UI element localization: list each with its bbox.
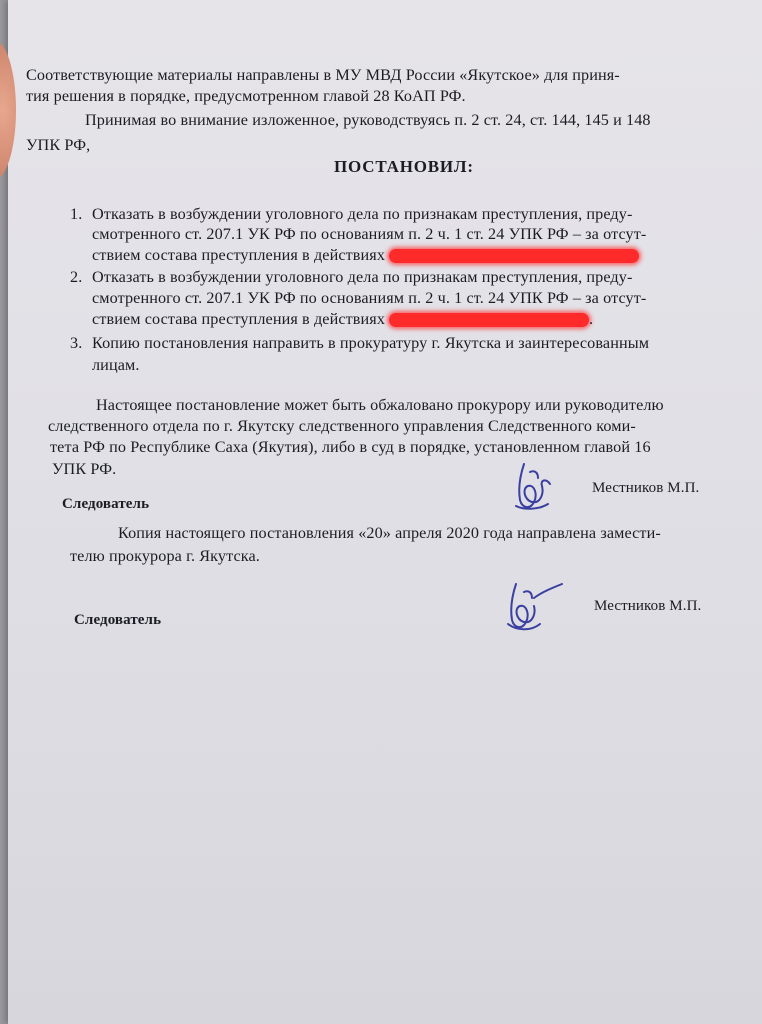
item-2-number: 2. (70, 268, 83, 286)
item-3-number: 3. (70, 334, 83, 352)
appeal-line-1: Настоящее постановление может быть обжаловано прокурору или руководителю (96, 396, 664, 414)
appeal-line-2: следственного отдела по г. Якутску следственного управления Следственного коми- (48, 417, 636, 435)
signature-2-role: Следователь (74, 612, 162, 628)
item-1-number: 1. (70, 205, 83, 223)
decision-heading: ПОСТАНОВИЛ: (334, 157, 474, 176)
intro-line-1: Соответствующие материалы направлены в МУ МВД России «Якутское» для приня- (26, 66, 620, 84)
item-3-line-1: Копию постановления направить в прокуратуру г. Якутска и заинтересованным (92, 334, 650, 352)
document-page (8, 0, 762, 1024)
item-3-line-2: лицам. (92, 356, 140, 374)
handwritten-signature-2 (494, 578, 566, 636)
intro-line-2: тия решения в порядке, предусмотренном главой 28 КоАП РФ. (26, 87, 466, 105)
item-1-line-3 (92, 246, 639, 265)
intro-line-3: Принимая во внимание изложенное, руководствуясь п. 2 ст. 24, ст. 144, 145 и 148 (85, 111, 651, 129)
signature-1-role: Следователь (62, 496, 150, 512)
item-2-line-3-text: ствием состава преступления в действиях (92, 310, 386, 328)
item-2-line-3-period: . (589, 310, 594, 328)
item-1-line-3-text: ствием состава преступления в действиях (92, 246, 386, 264)
item-1-line-1: Отказать в возбуждении уголовного дела по признакам преступления, преду- (92, 205, 633, 223)
appeal-line-3: тета РФ по Республике Саха (Якутия), либо в суд в порядке, установленном главой 16 (50, 438, 651, 456)
copy-note-line-1: Копия настоящего постановления «20» апреля 2020 года направлена замести- (118, 524, 661, 542)
copy-note-line-2: телю прокурора г. Якутска. (70, 547, 260, 565)
intro-line-4: УПК РФ, (26, 136, 91, 154)
item-1-line-2: смотренного ст. 207.1 УК РФ по основаниям п. 2 ч. 1 ст. 24 УПК РФ – за отсут- (92, 225, 647, 243)
appeal-line-4: УПК РФ. (52, 460, 117, 478)
signature-1-name: Местников М.П. (592, 480, 700, 496)
item-2-line-2: смотренного ст. 207.1 УК РФ по основаниям п. 2 ч. 1 ст. 24 УПК РФ – за отсут- (92, 289, 647, 307)
signature-2-name: Местников М.П. (594, 598, 702, 614)
handwritten-signature-1 (504, 456, 564, 516)
redaction-mark-1 (389, 249, 639, 263)
redaction-mark-2 (389, 313, 589, 327)
item-2-line-3 (92, 310, 593, 329)
item-2-line-1: Отказать в возбуждении уголовного дела по признакам преступления, преду- (92, 268, 633, 286)
